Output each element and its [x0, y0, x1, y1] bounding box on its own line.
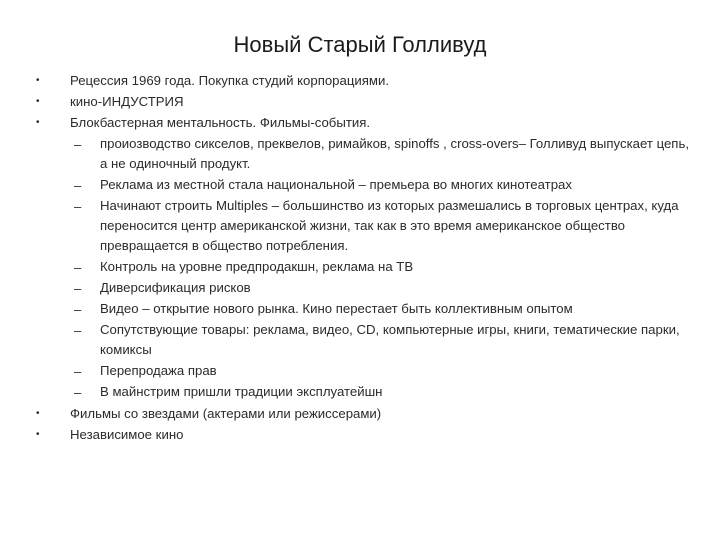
- bullet-item: [36, 424, 696, 445]
- sub-bullet-item: [36, 320, 696, 360]
- sub-bullet-text: Начинают строить Multiples – большинство из которых размешались в торговых центрах, куда переносится центр американской жизни, так как в это время американское общество превращается в общество потребления.: [100, 197, 679, 253]
- sub-bullet-text: Контроль на уровне предпродакшн, реклама на ТВ: [100, 258, 414, 274]
- sub-bullet-item: [36, 299, 696, 319]
- bullet-text: Блокбастерная ментальность. Фильмы-события.: [70, 115, 371, 131]
- sub-bullet-text: проиозводство сикселов, преквелов, римайков, spinoffs , cross-overs– Голливуд выпускает цепь, а не одиночный продукт.: [100, 135, 689, 171]
- sub-bullet-text: В майнстрим пришли традиции эксплуатейшн: [100, 383, 383, 399]
- bullet-marker: •: [36, 75, 40, 86]
- bullet-text: кино-ИНДУСТРИЯ: [70, 94, 184, 110]
- bullet-marker: •: [36, 96, 40, 108]
- bullet-marker: •: [36, 407, 40, 419]
- bullet-marker: •: [36, 428, 40, 440]
- bullet-list: [36, 70, 696, 134]
- sub-bullet-item: [36, 361, 696, 381]
- dash-marker: –: [74, 301, 82, 317]
- sub-bullet-text: Перепродажа прав: [100, 362, 217, 378]
- bullet-text: Рецессия 1969 года. Покупка студий корпорациями.: [70, 73, 390, 88]
- dash-marker: –: [74, 136, 82, 152]
- sub-bullet-item: [36, 196, 696, 256]
- bullet-marker: •: [36, 117, 40, 129]
- bullet-item: [36, 403, 696, 424]
- sub-bullet-item: [36, 257, 696, 277]
- sub-bullet-item: [36, 134, 696, 174]
- bullet-item: [36, 91, 696, 112]
- slide-title: Новый Старый Голливуд: [233, 32, 487, 57]
- sub-bullet-list: [36, 134, 696, 402]
- dash-marker: –: [74, 322, 82, 338]
- dash-marker: –: [74, 363, 82, 379]
- sub-bullet-text: Сопутствующие товары: реклама, видео, CD, компьютерные игры, книги, тематические парки, комиксы: [100, 321, 680, 357]
- sub-bullet-item: [36, 175, 696, 195]
- sub-bullet-text: Реклама из местной стала национальной – премьера во многих кинотеатрах: [100, 176, 572, 192]
- sub-bullet-item: [36, 278, 696, 298]
- slide-content: [36, 70, 696, 445]
- bullet-item: [36, 70, 696, 91]
- bullet-text: Фильмы со звездами (актерами или режиссерами): [70, 405, 382, 421]
- bullet-list-continued: [36, 403, 696, 445]
- sub-bullet-item: [36, 382, 696, 402]
- sub-bullet-text: Видео – открытие нового рынка. Кино перестает быть коллективным опытом: [100, 300, 573, 316]
- dash-marker: –: [74, 384, 82, 400]
- dash-marker: –: [74, 280, 82, 296]
- bullet-item: [36, 112, 696, 133]
- dash-marker: –: [74, 259, 82, 275]
- dash-marker: –: [74, 177, 82, 193]
- dash-marker: –: [74, 198, 82, 214]
- sub-bullet-text: Диверсификация рисков: [100, 279, 251, 295]
- bullet-text: Независимое кино: [70, 426, 184, 442]
